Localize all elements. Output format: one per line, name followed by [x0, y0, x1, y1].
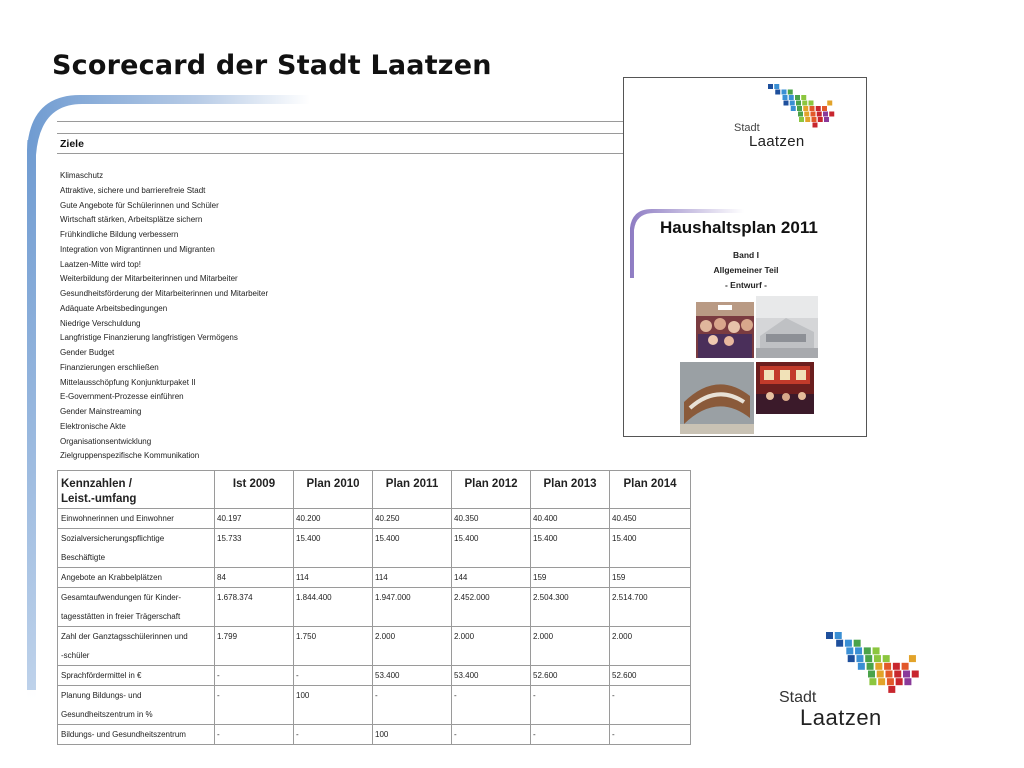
logo-tile — [887, 678, 894, 685]
logo-tile — [826, 632, 833, 639]
goal-item: Zielgruppenspezifische Kommunikation — [60, 451, 200, 461]
kpi-row-label: Gesamtaufwendungen für Kinder- tagesstätten in freier Trägerschaft — [58, 588, 215, 627]
kpi-cell: - — [294, 666, 373, 686]
kpi-cell: 1.799 — [215, 627, 294, 666]
logo-tile — [864, 647, 871, 654]
logo-tile — [869, 678, 876, 685]
goal-item: Niedrige Verschuldung — [60, 318, 141, 328]
cover-part: Allgemeiner Teil — [713, 265, 779, 275]
goal-item: Gender Budget — [60, 348, 115, 357]
logo-tile — [912, 671, 919, 678]
cover-logo-laatzen: Laatzen — [749, 133, 805, 150]
kpi-cell: 52.600 — [610, 666, 691, 686]
logo-tile — [888, 686, 895, 693]
kpi-row-label: Zahl der Ganztagsschülerinnen und -schüler — [58, 627, 215, 666]
kpi-cell: - — [531, 725, 610, 745]
kpi-cell: 2.514.700 — [610, 588, 691, 627]
logo-tile — [858, 663, 865, 670]
kpi-cell: 2.000 — [610, 627, 691, 666]
kpi-cell: 2.452.000 — [452, 588, 531, 627]
kpi-cell: 2.000 — [452, 627, 531, 666]
goals-heading: Ziele — [57, 133, 691, 154]
kpi-cell: 159 — [610, 568, 691, 588]
kpi-cell: 15.400 — [531, 529, 610, 568]
logo-tile — [855, 647, 862, 654]
logo-tile — [883, 655, 890, 662]
kpi-row — [58, 686, 691, 725]
logo-tile — [835, 632, 842, 639]
kpi-header-year: Plan 2014 — [610, 471, 691, 509]
kpi-row-label: Sozialversicherungspflichtige Beschäftigte — [58, 529, 215, 568]
logo-tile — [868, 671, 875, 678]
kpi-row — [58, 725, 691, 745]
photo-building-aerial — [680, 362, 754, 434]
kpi-header-year: Ist 2009 — [215, 471, 294, 509]
logo-tile — [877, 671, 884, 678]
kpi-header-year: Plan 2012 — [452, 471, 531, 509]
logo-tile — [904, 678, 911, 685]
goal-item: Gute Angebote für Schülerinnen und Schüler — [60, 200, 219, 210]
goal-item: Langfristige Finanzierung langfristigen Vermögens — [60, 333, 238, 343]
goal-item: Adäquate Arbeitsbedingungen — [60, 303, 168, 313]
logo-tile — [884, 663, 891, 670]
goal-item: Gender Mainstreaming — [60, 407, 142, 416]
logo-tile — [893, 663, 900, 670]
kpi-row-label: Angebote an Krabbelplätzen — [58, 568, 215, 588]
kpi-cell: 2.000 — [373, 627, 452, 666]
kpi-cell: 159 — [531, 568, 610, 588]
logo-tile — [875, 663, 882, 670]
logo-tile — [854, 640, 861, 647]
kpi-row-label: Planung Bildungs- und Gesundheitszentrum in % — [58, 686, 215, 725]
kpi-row — [58, 529, 691, 568]
kpi-header-year: Plan 2010 — [294, 471, 373, 509]
logo-tile — [845, 640, 852, 647]
logo-tile — [878, 678, 885, 685]
kpi-cell: 114 — [373, 568, 452, 588]
logo-tile — [867, 663, 874, 670]
kpi-cell: - — [373, 686, 452, 725]
kpi-cell: - — [215, 686, 294, 725]
goals-list — [60, 169, 268, 464]
kpi-cell: 84 — [215, 568, 294, 588]
kpi-row-label: Bildungs- und Gesundheitszentrum — [58, 725, 215, 745]
kpi-cell: - — [452, 686, 531, 725]
kpi-table — [57, 470, 691, 745]
document-top-rule — [57, 121, 691, 122]
kpi-cell: 40.250 — [373, 509, 452, 529]
goal-item: Weiterbildung der Mitarbeiterinnen und Mitarbeiter — [60, 274, 238, 284]
goal-item: Gesundheitsförderung der Mitarbeiterinnen und Mitarbeiter — [60, 289, 269, 298]
goal-item: Attraktive, sichere und barrierefreie Stadt — [60, 185, 206, 195]
kpi-row — [58, 588, 691, 627]
kpi-header-row — [58, 471, 691, 509]
goal-item: Elektronische Akte — [60, 421, 126, 431]
cover-band: Band I — [733, 250, 759, 260]
logo-tile — [909, 655, 916, 662]
logo-tile — [896, 678, 903, 685]
kpi-cell: 100 — [373, 725, 452, 745]
kpi-cell: 15.733 — [215, 529, 294, 568]
kpi-cell: 15.400 — [452, 529, 531, 568]
kpi-cell: 1.678.374 — [215, 588, 294, 627]
logo-tile — [873, 647, 880, 654]
kpi-cell: - — [294, 725, 373, 745]
goal-item: E-Government-Prozesse einführen — [60, 392, 184, 402]
goal-item: Finanzierungen erschließen — [60, 362, 159, 372]
kpi-cell: 100 — [294, 686, 373, 725]
kpi-cell: 40.400 — [531, 509, 610, 529]
goal-item: Integration von Migrantinnen und Migranten — [60, 244, 215, 254]
kpi-cell: 40.197 — [215, 509, 294, 529]
logo-tile — [865, 655, 872, 662]
logo-tile — [886, 671, 893, 678]
kpi-cell: 1.844.400 — [294, 588, 373, 627]
kpi-cell: 15.400 — [373, 529, 452, 568]
kpi-cell: 1.750 — [294, 627, 373, 666]
kpi-cell: 40.200 — [294, 509, 373, 529]
kpi-cell: - — [215, 725, 294, 745]
corner-logo-stadt: Stadt — [779, 689, 817, 706]
kpi-row — [58, 568, 691, 588]
kpi-cell: 114 — [294, 568, 373, 588]
kpi-row-label: Einwohnerinnen und Einwohner — [58, 509, 215, 529]
kpi-cell: - — [531, 686, 610, 725]
kpi-header-year: Plan 2013 — [531, 471, 610, 509]
kpi-row-label: Sprachfördermittel in € — [58, 666, 215, 686]
logo-tile — [902, 663, 909, 670]
kpi-cell: - — [610, 686, 691, 725]
kpi-header-year: Plan 2011 — [373, 471, 452, 509]
goal-item: Organisationsentwicklung — [60, 436, 152, 446]
kpi-cell: 144 — [452, 568, 531, 588]
cover-draft: - Entwurf - — [724, 280, 768, 290]
cover-logo-stadt: Stadt — [734, 122, 760, 134]
logo-tile — [856, 655, 863, 662]
budget-plan-cover — [623, 77, 867, 437]
goal-item: Klimaschutz — [60, 171, 104, 180]
kpi-cell: - — [215, 666, 294, 686]
photo-event-hall — [756, 362, 814, 414]
kpi-cell: 53.400 — [452, 666, 531, 686]
goal-item: Laatzen-Mitte wird top! — [60, 259, 141, 269]
kpi-row — [58, 627, 691, 666]
kpi-cell: 2.504.300 — [531, 588, 610, 627]
logo-tile — [848, 655, 855, 662]
goal-item: Frühkindliche Bildung verbessern — [60, 230, 179, 239]
corner-logo-laatzen: Laatzen — [800, 705, 882, 730]
slide-title: Scorecard der Stadt Laatzen — [52, 50, 492, 81]
kpi-header-label: Kennzahlen / Leist.-umfang — [58, 471, 215, 509]
goal-item: Wirtschaft stärken, Arbeitsplätze sichern — [60, 215, 203, 225]
logo-tile — [874, 655, 881, 662]
kpi-cell: 40.450 — [610, 509, 691, 529]
scorecard-document — [57, 121, 691, 746]
logo-tile — [903, 671, 910, 678]
logo-tile — [894, 671, 901, 678]
logo-tile — [846, 647, 853, 654]
photo-building-render — [756, 296, 818, 358]
kpi-cell: 2.000 — [531, 627, 610, 666]
kpi-cell: 15.400 — [294, 529, 373, 568]
kpi-cell: 1.947.000 — [373, 588, 452, 627]
goal-item: Mittelausschöpfung Konjunkturpaket II — [60, 377, 196, 387]
photo-group — [696, 302, 754, 358]
kpi-cell: 53.400 — [373, 666, 452, 686]
kpi-cell: 52.600 — [531, 666, 610, 686]
kpi-row — [58, 509, 691, 529]
kpi-cell: - — [610, 725, 691, 745]
kpi-row — [58, 666, 691, 686]
kpi-cell: - — [452, 725, 531, 745]
kpi-cell: 40.350 — [452, 509, 531, 529]
kpi-cell: 15.400 — [610, 529, 691, 568]
logo-tile — [836, 640, 843, 647]
cover-title: Haushaltsplan 2011 — [660, 218, 818, 237]
